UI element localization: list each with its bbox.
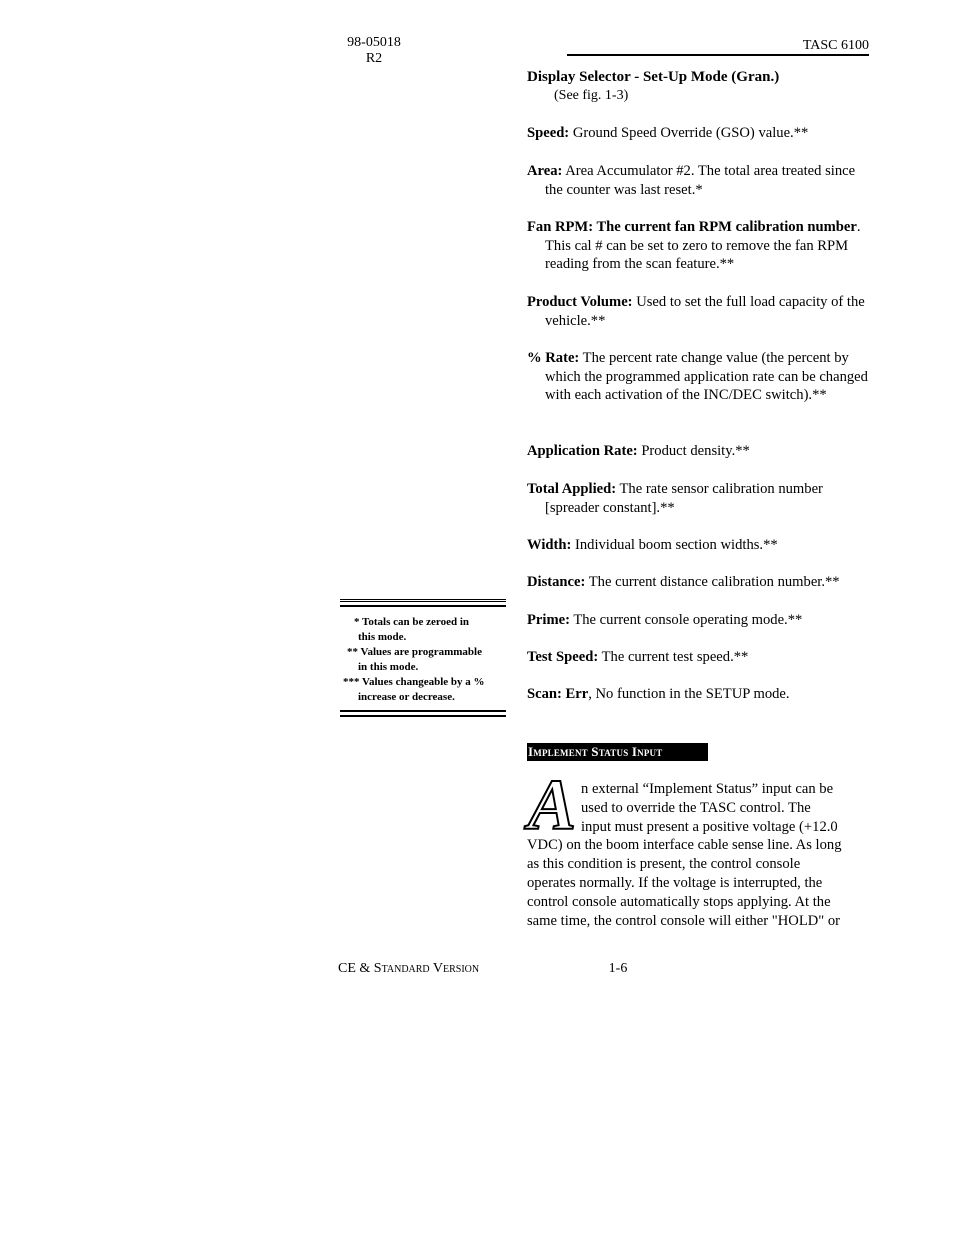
- entry-desc: The rate sensor calibration number [spreader constant].**: [545, 481, 823, 516]
- drop-cap-letter: A: [527, 765, 577, 845]
- entry-desc: , No function in the SETUP mode.: [588, 686, 790, 702]
- note-line: increase or decrease.: [358, 691, 455, 703]
- entry-fan-rpm: [527, 218, 887, 274]
- notes-body: [340, 607, 506, 710]
- footer-edition: [338, 961, 479, 977]
- document-number: 98-05018: [347, 35, 401, 50]
- implement-status-paragraph: [527, 780, 869, 930]
- entry-term: Speed:: [527, 125, 570, 141]
- entry-percent-rate: [527, 349, 875, 405]
- entry-term: Distance:: [527, 574, 586, 590]
- entry-test-speed: [527, 648, 887, 667]
- note-line: ** Values are programmable: [347, 646, 482, 658]
- paragraph-line: VDC) on the boom interface cable sense line. As long: [527, 837, 842, 854]
- entry-width: [527, 536, 887, 555]
- note-line: *** Values changeable by a %: [343, 676, 485, 688]
- paragraph-line: n external “Implement Status” input can be: [581, 781, 834, 797]
- note-line: * Totals can be zeroed in: [354, 616, 470, 628]
- notes-bottom-rule-inner: [340, 715, 506, 717]
- footer-edition-name: Standard Version: [373, 961, 480, 976]
- entry-desc: Used to set the full load capacity of the vehicle.**: [545, 294, 865, 329]
- notes-box: [340, 599, 506, 717]
- entry-desc: The percent rate change value (the percent by which the programmed application rate can be changed with each activation of the INC/DEC switch).**: [545, 350, 868, 404]
- entry-application-rate: [527, 442, 887, 461]
- entry-term: Scan: Err: [527, 686, 589, 702]
- entry-area: [527, 162, 875, 199]
- paragraph-line: control console automatically stops applying. At the: [527, 893, 831, 910]
- entry-desc: Area Accumulator #2. The total area treated since the counter was last reset.*: [545, 163, 856, 198]
- entry-term: Total Applied:: [527, 481, 617, 497]
- entry-term: Test Speed:: [527, 649, 599, 665]
- footer-edition-prefix: CE &: [338, 961, 374, 976]
- entry-product-volume: [527, 293, 887, 330]
- entry-desc: Product density.**: [637, 443, 750, 459]
- entry-term: Width:: [527, 537, 572, 553]
- header-rule: [567, 54, 869, 56]
- document-number-block: [342, 35, 406, 67]
- entry-desc: The current console operating mode.**: [569, 612, 803, 628]
- section-title: Display Selector - Set-Up Mode (Gran.): [527, 69, 780, 85]
- entry-distance: [527, 573, 887, 592]
- entry-term: Prime:: [527, 612, 570, 628]
- entry-term: Product Volume:: [527, 294, 633, 310]
- entry-desc: Ground Speed Override (GSO) value.**: [569, 125, 809, 141]
- entry-term: Fan RPM: The current fan RPM calibration number: [527, 219, 857, 235]
- note-line: this mode.: [358, 631, 407, 643]
- page-number: 1-6: [608, 961, 628, 976]
- entry-desc: The current test speed.**: [598, 649, 749, 665]
- paragraph-line: as this condition is present, the control console: [527, 856, 801, 873]
- paragraph-line: same time, the control console will either "HOLD" or: [527, 912, 841, 929]
- paragraph-line: input must present a positive voltage (+12.0: [581, 818, 838, 835]
- entry-desc: The current distance calibration number.**: [585, 574, 840, 590]
- notes-top-rule: [340, 599, 506, 602]
- entry-desc: Individual boom section widths.**: [571, 537, 778, 553]
- paragraph-line: operates normally. If the voltage is interrupted, the: [527, 874, 823, 891]
- notes-bottom-rule: [340, 710, 506, 712]
- entry-term: Application Rate:: [527, 443, 638, 459]
- document-revision: R2: [365, 51, 383, 66]
- display-selector-section: [527, 68, 869, 104]
- product-name: TASC 6100: [802, 38, 869, 53]
- entry-term: % Rate:: [527, 350, 580, 366]
- entry-term: Area:: [527, 163, 563, 179]
- implement-status-heading: Implement Status Input: [527, 743, 708, 761]
- entry-prime: [527, 611, 887, 630]
- entry-total-applied: [527, 480, 875, 517]
- see-figure-note: (See fig. 1-3): [554, 87, 629, 103]
- entry-speed: [527, 124, 887, 143]
- paragraph-line: used to override the TASC control. The: [581, 799, 811, 816]
- entry-desc: . This cal # can be set to zero to remove the fan RPM reading from the scan feature.**: [545, 219, 861, 273]
- entry-scan-err: [527, 685, 887, 704]
- note-line: in this mode.: [358, 661, 419, 673]
